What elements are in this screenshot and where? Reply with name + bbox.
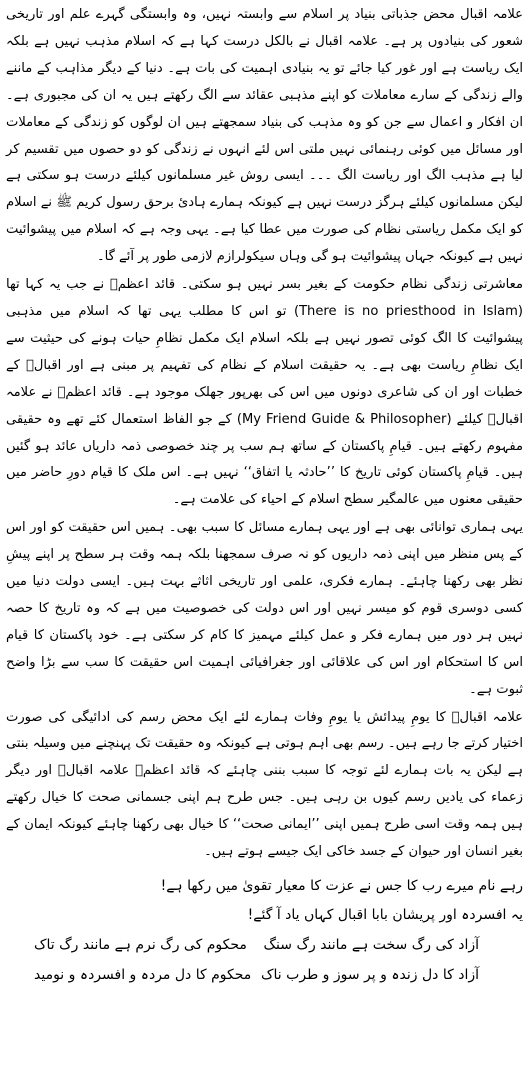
article-paragraph-2: معاشرتی زندگی نظام حکومت کے بغیر بسر نہیں ہو سکتی۔ قائد اعظمؒ نے جب یہ کہا تھا (There is no priesthood in Islam) تو اس کا مطلب یہی تھا کہ اسلام میں مذہبی پیشوائیت کا الگ کوئی تصور نہیں ہے بلکہ اسلام ایک مکمل نظامِ حیات ہونے کی حیثیت سے ایک نظامِ ریاست بھی ہے۔ یہ حقیقت اسلام کے نظام کی تفہیم پر مبنی ہے اور اقبالؒ کے خطبات اور ان کی شاعری دونوں میں اس کی بھرپور جھلک موجود ہے۔ قائد اعظمؒ نے علامہ اقبالؒ کیلئے (My Friend Guide & Philosopher) کے جو الفاظ استعمال کئے تھے وہ حقیقی مفہوم رکھتے ہیں۔ قیامِ پاکستان کے ساتھ ہم سب پر چند خصوصی ذمہ داریاں عائد ہو گئیں ہیں۔ قیامِ پاکستان کوئی تاریخ کا ’’حادثہ یا اتفاق‘‘ نہیں ہے۔ اس ملک کا قیام دورِ حاضر میں حقیقی معنوں میں عالمگیر سطح اسلام کے احیاء کی علامت ہے۔	[6, 277, 523, 508]
article-paragraph-3: یہی ہماری توانائی بھی ہے اور یہی ہمارے مسائل کا سبب بھی۔ ہمیں اس حقیقت کو اور اس کے پس منظر میں اپنی ذمہ داریوں کو نہ صرف سمجھنا بلکہ ہمہ وقت ہر سطح پر اپنے پیشِ نظر بھی رکھنا چاہئے۔ ہمارے فکری، علمی اور تاریخی اثاثے بہت ہیں۔ ایسی دولت دنیا میں کسی دوسری قوم کو میسر نہیں اور اس دولت کی خصوصیت میں ہے کہ وہ تاریخ کا حصہ نہیں ہر دور میں ہمارے فکر و عمل کیلئے مہمیز کا کام کر سکتی ہے۔ خود پاکستان کا قیام اس کا استحکام اور اس کی علاقائی اور جغرافیائی اہمیت اس حقیقت کا سب سے بڑا واضح ثبوت ہے۔	[6, 520, 523, 697]
article-paragraph-1: علامہ اقبال محض جذباتی بنیاد پر اسلام سے وابستہ نہیں، وہ وابستگی گہرے علم اور تاریخی شعور کی بنیادوں پر ہے۔ علامہ اقبال نے بالکل درست کہا ہے کہ اسلام مذہب نہیں ہے بلکہ ایک ریاست ہے اور غور کیا جائے تو یہ بنیادی اہمیت کی بات ہے۔ دنیا کے دیگر مذاہب کے ماننے والے زندگی کے سارے معاملات کو اپنے مذہبی عقائد سے الگ رکھتے ہیں یہ ان کی مجبوری ہے۔ ان افکار و اعمال سے جن کو وہ مذہب کی بنیاد سمجھتے ہیں ان لوگوں کو زندگی کے معاملات اور مسائل میں کوئی رہنمائی نہیں ملتی اس لئے انہوں نے زندگی کو دو حصوں میں تقسیم کر لیا ہے مذہب الگ اور ریاست الگ ۔۔۔ ایسی روش غیر مسلمانوں کیلئے درست ہو سکتی ہے لیکن مسلمانوں کیلئے ہرگز درست نہیں ہے کیونکہ ہمارے ہادئ برحق رسول کریم ﷺ نے اسلام کو ایک مکمل ریاستی نظام کی صورت میں عطا کیا ہے۔ یہی وجہ ہے کہ اسلام میں پیشوائیت نہیں ہے کیونکہ جہاں پیشوائیت ہو گی وہاں سیکولرازم لازمی طور پر آئے گا۔	[6, 7, 523, 265]
poem-section	[6, 872, 523, 990]
poem-couplet-2	[6, 960, 523, 990]
couplet-2-second-hemistich: محکوم کا دل مردہ و افسردہ و نومید	[34, 967, 252, 983]
article-paragraph-4: علامہ اقبالؒ کا یومِ پیدائش یا یومِ وفات ہمارے لئے ایک محض رسم کی ادائیگی کی صورت اختیار کرتے جا رہے ہیں۔ رسم بھی اہم ہوتی ہے کیونکہ وہ حقیقت تک پہنچنے میں وسیلہ بنتی ہے لیکن یہ بات ہمارے لئے توجہ کا سبب بننی چاہئے کہ قائد اعظمؒ علامہ اقبالؒ اور دیگر زعماء کی یادیں رسم کیوں بن رہی ہیں۔ جس طرح ہم اپنی جسمانی صحت کا خیال رکھتے ہیں ہمہ وقت اسی طرح ہمیں اپنی ’’ایمانی صحت‘‘ کا خیال بھی رکھنا چاہئے کیونکہ ایمان کے بغیر انسان اور حیوان کے جسد خاکی ایک جیسے ہوتے ہیں۔	[6, 709, 523, 860]
poem-line-2: یہ افسردہ اور پریشان بابا اقبال کہاں یاد آ گئے!	[247, 907, 523, 923]
couplet-2-first-hemistich: آزاد کا دل زندہ و پر سوز و طرب ناک	[261, 967, 479, 983]
poem-couplet-1	[6, 930, 523, 960]
poem-line-1: رہے نام میرے رب کا جس نے عزت کا معیار تقویٰ میں رکھا ہے!	[160, 878, 523, 894]
couplet-1-first-hemistich: آزاد کی رگ سخت ہے مانند رگ سنگ	[263, 937, 479, 953]
couplet-1-second-hemistich: محکوم کی رگ نرم ہے مانند رگ تاک	[34, 937, 247, 953]
